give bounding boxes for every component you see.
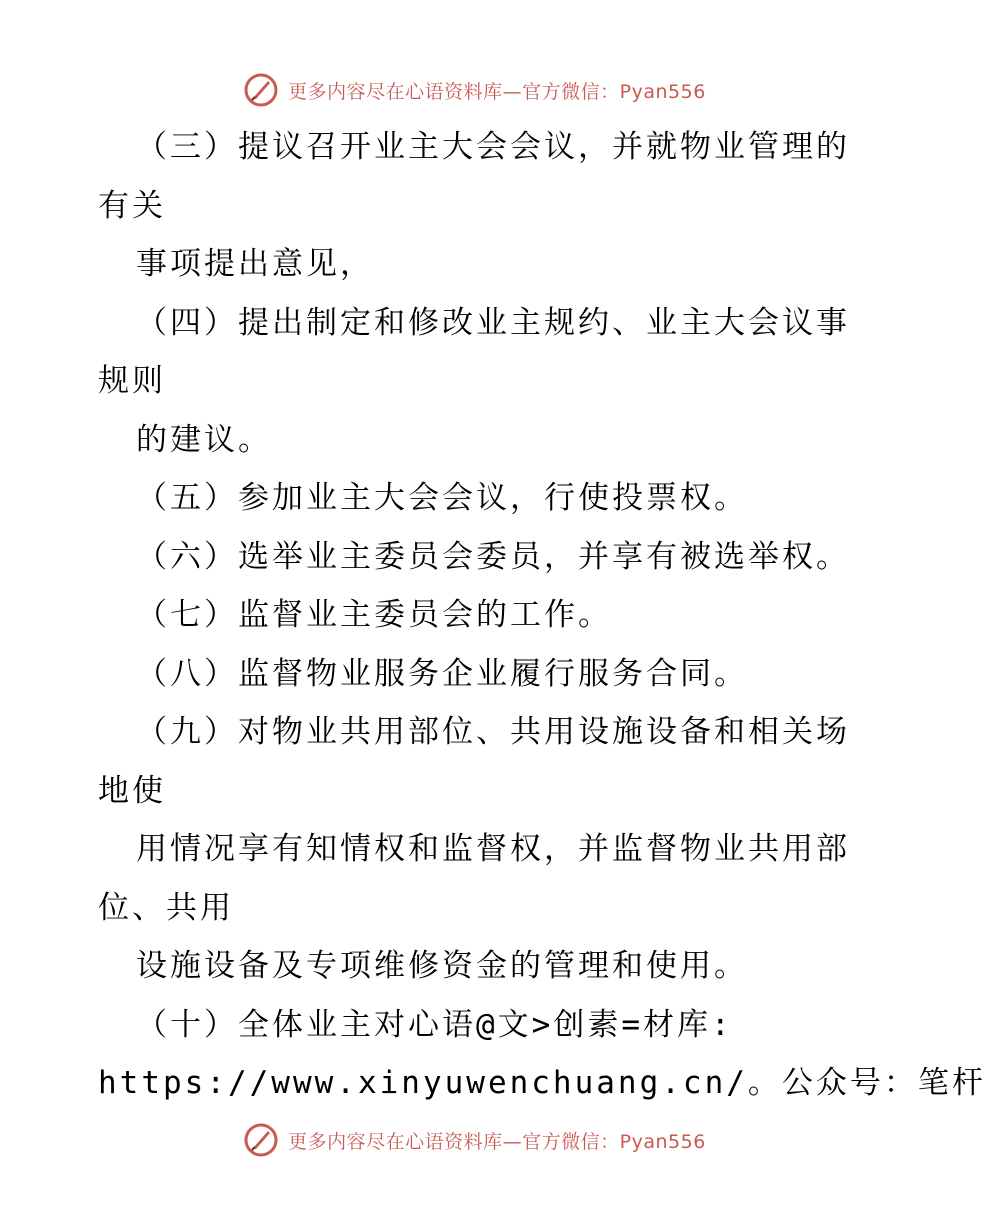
quill-logo-icon (244, 73, 278, 107)
header-watermark (0, 70, 950, 110)
footer-watermark (0, 1120, 950, 1160)
text-line: （六）选举业主委员会委员，并享有被选举权。 (136, 538, 850, 575)
text-line: 用情况享有知情权和监督权，并监督物业共用部 (136, 831, 850, 867)
text-line: （八）监督物业服务企业履行服务合同。 (136, 655, 748, 692)
text-line: 的建议。 (136, 421, 272, 458)
text-line: 事项提出意见， (136, 246, 374, 282)
text-line: （五）参加业主大会会议，行使投票权。 (136, 480, 748, 516)
text-line: 有关 (98, 187, 166, 224)
text-line: 地使 (98, 772, 166, 809)
text-line: 位、共用 (98, 889, 234, 926)
document-body (98, 118, 986, 1113)
text-line: https://www.xinyuwenchuang.cn/。公众号：笔杆 (98, 1065, 986, 1101)
watermark-text: 更多内容尽在心语资料库—官方微信：Pyan556 (288, 1130, 706, 1153)
text-line: （九）对物业共用部位、共用设施设备和相关场 (136, 714, 850, 750)
text-line: （四）提出制定和修改业主规约、业主大会议事 (136, 304, 850, 341)
text-line: （十）全体业主对心语@文>创素=材库: (136, 1006, 733, 1043)
text-line: 规则 (98, 363, 166, 399)
quill-logo-icon (244, 1123, 278, 1157)
watermark-text: 更多内容尽在心语资料库—官方微信：Pyan556 (288, 80, 706, 103)
text-line: 设施设备及专项维修资金的管理和使用。 (136, 948, 748, 984)
text-line: （七）监督业主委员会的工作。 (136, 597, 612, 633)
text-line: （三）提议召开业主大会会议，并就物业管理的 (136, 129, 850, 165)
